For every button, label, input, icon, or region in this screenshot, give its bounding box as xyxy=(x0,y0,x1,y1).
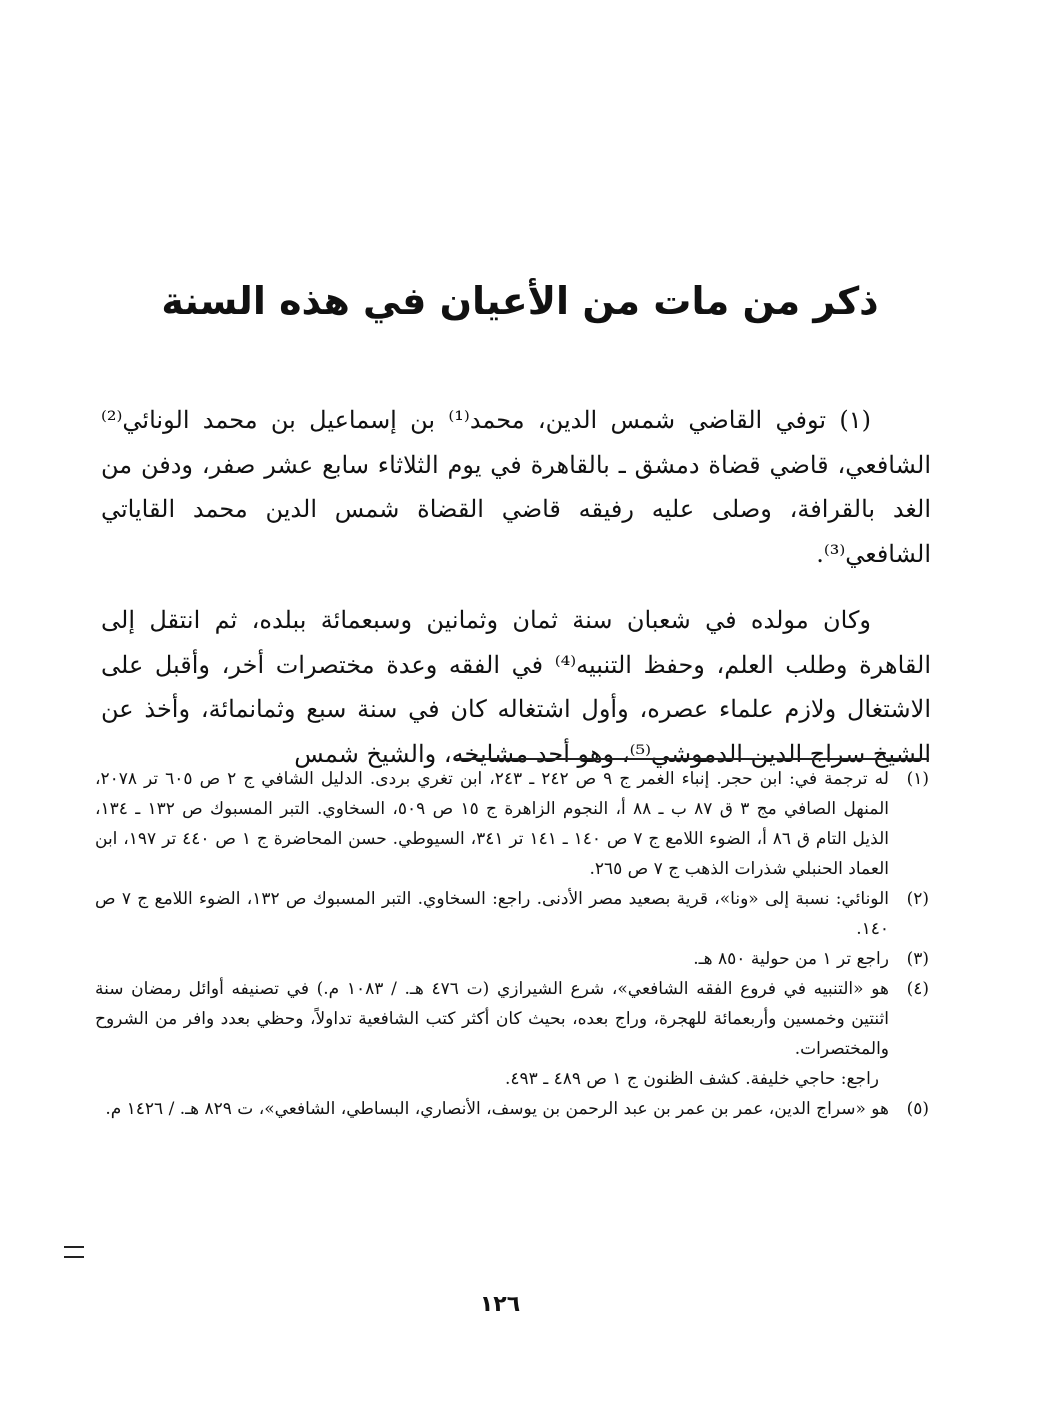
footnote-text: الونائي: نسبة إلى «ونا»، قرية بصعيد مصر الأدنى. راجع: السخاوي. التبر المسبوك ص ١٣٢، الضوء اللامع ج ٧ ص ١٤٠. xyxy=(95,889,889,939)
footnote-5 xyxy=(95,1094,929,1124)
page-number: ١٢٦ xyxy=(479,1292,521,1317)
footnote-4-reference xyxy=(95,1064,929,1094)
section-title: ذكر من مات من الأعيان في هذه السنة xyxy=(161,279,879,323)
footnote-text: له ترجمة في: ابن حجر. إنباء الغمر ج ٩ ص ٢٤٢ ـ ٢٤٣، ابن تغري بردى. الدليل الشافي ج ٢ ص ٦٠٥ تر ٢٠٧٨، المنهل الصافي مج ٣ ق ٨٧ ب ـ ٨٨ أ، النجوم الزاهرة ج ١٥ ص ٥٠٩، السخاوي. التبر المسبوك ص ١٣٢ ـ ١٣٤، الذيل التام ق ٨٦ أ، الضوء اللامع ج ٧ ص ١٤٠ ـ ١٤١ تر ٣٤١، السيوطي. حسن المحاضرة ج ١ ص ٤٤٠ تر ١٩٧، ابن العماد الحنبلي شذرات الذهب ج ٧ ص ٢٦٥. xyxy=(95,769,890,879)
footnote-number: (٤) xyxy=(906,979,929,999)
footnote-number: (٣) xyxy=(906,949,929,969)
footnote-1 xyxy=(95,764,929,884)
continuation-mark xyxy=(64,1246,84,1258)
footnote-number: (٢) xyxy=(906,889,929,909)
footnote-number: (٥) xyxy=(906,1099,929,1119)
main-paragraph-2 xyxy=(101,598,931,776)
footnote-2 xyxy=(95,884,929,944)
footnote-text: هو «التنبيه في فروع الفقه الشافعي»، شرع الشيرازي (ت ٤٧٦ هـ. / ١٠٨٣ م.) في تصنيفه أوائل رمضان سنة اثنتين وخمسين وأربعمائة للهجرة، وراج بعده، بحيث كان أكثر كتب الشافعية تداولاً، وحظي بعدد وافر من الشروح والمختصرات. xyxy=(95,979,889,1059)
main-paragraph-1 xyxy=(101,398,931,576)
footnote-separator xyxy=(455,758,929,760)
footnote-text: راجع تر ١ من حولية ٨٥٠ هـ. xyxy=(693,949,889,969)
footnote-number: (١) xyxy=(906,769,929,789)
paragraph-text: وكان مولده في شعبان سنة ثمان وثمانين وسبعمائة ببلده، ثم انتقل إلى القاهرة وطلب العلم، وحفظ التنبيه⁽⁴⁾ في الفقه وعدة مختصرات أخر، وأقبل على الاشتغال ولازم علماء عصره، وأول اشتغاله كان في سنة سبع وثمانمائة، وأخذ عن الشيخ سراج الدين الدموشي⁽⁵⁾، وهو أحد مشايخه، والشيخ شمس xyxy=(101,606,931,768)
footnote-4 xyxy=(95,974,929,1064)
paragraph-text: (١) توفي القاضي شمس الدين، محمد⁽¹⁾ بن إسماعيل بن محمد الونائي⁽²⁾ الشافعي، قاضي قضاة دمشق ـ بالقاهرة في يوم الثلاثاء سابع عشر صفر، ودفن من الغد بالقرافة، وصلى عليه رفيقه قاضي القضاة شمس الدين محمد القاياتي الشافعي⁽³⁾. xyxy=(101,406,931,568)
footnote-text: هو «سراج الدين، عمر بن عمر بن عبد الرحمن بن يوسف، الأنصاري، البساطي، الشافعي»، ت ٨٢٩ هـ. / ١٤٢٦ م. xyxy=(105,1099,889,1119)
footnote-3 xyxy=(95,944,929,974)
footnote-text: راجع: حاجي خليفة. كشف الظنون ج ١ ص ٤٨٩ ـ ٤٩٣. xyxy=(505,1069,879,1089)
footnotes xyxy=(95,764,929,1124)
